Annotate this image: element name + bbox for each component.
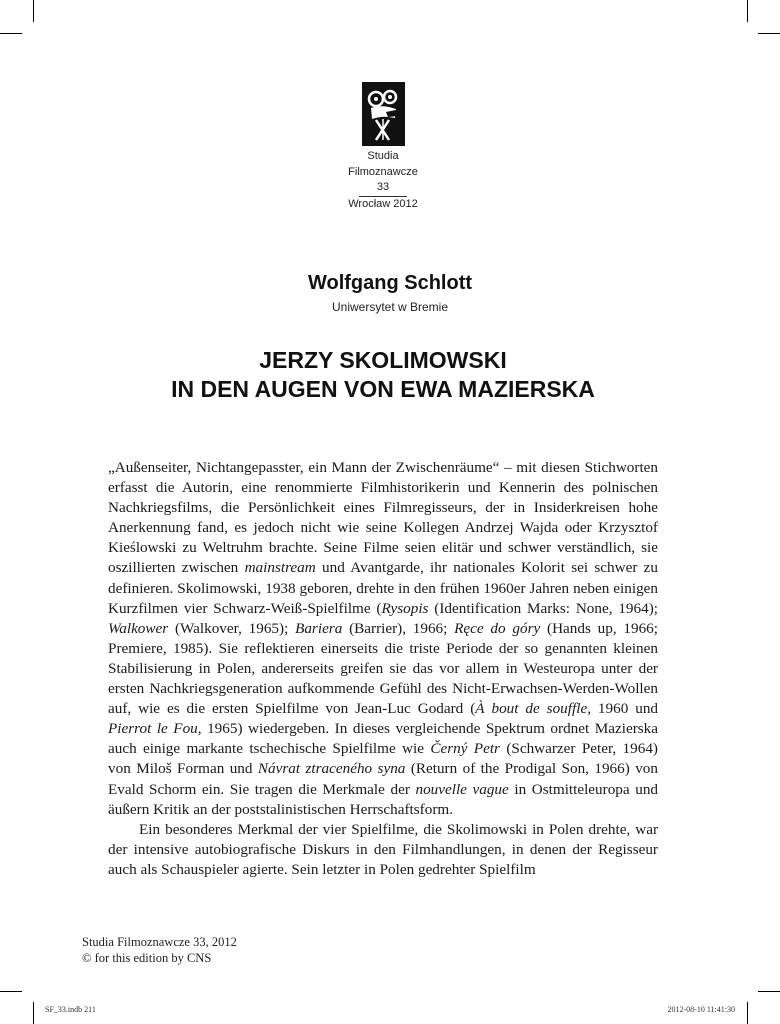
copyright-footer [82, 934, 237, 966]
print-slug-right: 2012-08-10 11:41:30 [667, 1005, 735, 1014]
italic-term: mainstream [244, 559, 316, 577]
text-run: und Avantgarde, ihr nationales Kolorit sei schwer zu definieren. Skolimowski, 1938 geboren, drehte in den frühen 1960er Jahren neben einigen Kurzfilmen vier Schwarz-Weiß-Spielfilme ( [108, 559, 658, 617]
article-body [108, 458, 658, 880]
film-title: À bout de souffle [475, 700, 588, 718]
footer-journal: Studia Filmoznawcze 33, 2012 [82, 935, 237, 949]
paragraph-1 [108, 458, 658, 820]
article-title-line2: IN DEN AUGEN VON EWA MAZIERSKA [171, 376, 595, 402]
article-title [0, 346, 766, 404]
text-run: (Return of the Prodigal Son, 1966) von Evald Schorm ein. Sie tragen die Merkmale der [108, 760, 658, 798]
crop-mark-top-right [747, 0, 748, 22]
text-run: (Schwarzer Peter, 1964) von Miloš Forman und [108, 740, 658, 778]
film-title: Návrat ztraceného syna [257, 760, 406, 778]
film-title: Pierrot le Fou, [108, 720, 202, 738]
journal-name-line1: Studia [367, 150, 399, 162]
film-title: Rysopis [381, 599, 429, 617]
author-affiliation: Uniwersytet w Bremie [331, 300, 449, 314]
film-camera-icon [362, 82, 405, 146]
journal-logo [362, 82, 405, 146]
text-run: (Walkover, 1965); [168, 619, 296, 637]
text-run: (Identification Marks: None, 1964); [428, 599, 658, 617]
film-title: Černý Petr [430, 740, 500, 758]
crop-mark-bottom-left-h [0, 991, 22, 992]
text-run: , 1960 und [587, 700, 658, 718]
article-title-line1: JERZY SKOLIMOWSKI [259, 347, 507, 373]
text-run: (Hands up, 1966; Premiere, 1985). Sie reflektieren einerseits die triste Periode der so genannten kleinen Stabilisierung in Polen, andererseits greifen sie das vor allem in Westeuropa unter der ersten Nachkriegsgeneration aufkommende Gefühl des Nicht-Erwachsen-Werden-Wollen auf, wie es die ersten Spielfilme von Jean-Luc Godard ( [108, 619, 658, 718]
paragraph-2: Ein besonderes Merkmal der vier Spielfilme, die Skolimowski in Polen drehte, war der intensive autobiografische Diskurs in den Filmhandlungen, in denen der Regisseur auch als Schauspieler agierte. Sein letzter in Polen gedrehter Spielfilm [108, 820, 658, 878]
crop-mark-bottom-right-h [758, 991, 780, 992]
crop-mark-top-right-h [758, 33, 780, 34]
film-title: Walkower [108, 619, 169, 637]
print-slug-left: SF_33.indb 211 [45, 1005, 96, 1014]
film-title: Bariera [295, 619, 343, 637]
journal-volume: 33 [376, 181, 390, 193]
crop-mark-bottom-left [33, 1002, 34, 1024]
journal-name-line2: Filmoznawcze [348, 165, 418, 178]
italic-term: nouvelle vague [415, 780, 509, 798]
journal-info [300, 149, 466, 212]
crop-mark-top-left-h [0, 33, 22, 34]
text-run: „Außenseiter, Nichtangepasster, ein Mann der Zwischenräume“ – mit diesen Stichworten erfasst die Autorin, eine renommierte Filmhistorikerin und Kennerin des polnischen Nachkriegsfilms, die Persönlichkeit eines Filmregisseurs, der in Insiderkreisen hohe Anerkennung fand, es jedoch nicht wie seine Kollegen Andrzej Wajda oder Krzysztof Kieślowski zu Weltruhm brachte. Seine Filme seien elitär und schwer verständlich, sie oszillierten zwischen [108, 459, 658, 577]
crop-mark-bottom-right [747, 1002, 748, 1024]
author-name: Wolfgang Schlott [307, 272, 473, 294]
journal-place-year: Wrocław 2012 [348, 197, 418, 210]
text-run: (Barrier), 1966; [342, 619, 455, 637]
footer-copyright: © for this edition by CNS [82, 951, 212, 965]
crop-mark-top-left [33, 0, 34, 22]
film-title: Ręce do góry [454, 619, 541, 637]
text-run: in Ostmitteleuropa und äußern Kritik an der poststalinistischen Herrschaftsform. [108, 780, 659, 818]
text-run: 1965) wiedergeben. In dieses vergleichende Spektrum ordnet Mazierska auch einige markante tschechische Spielfilme wie [108, 720, 658, 758]
